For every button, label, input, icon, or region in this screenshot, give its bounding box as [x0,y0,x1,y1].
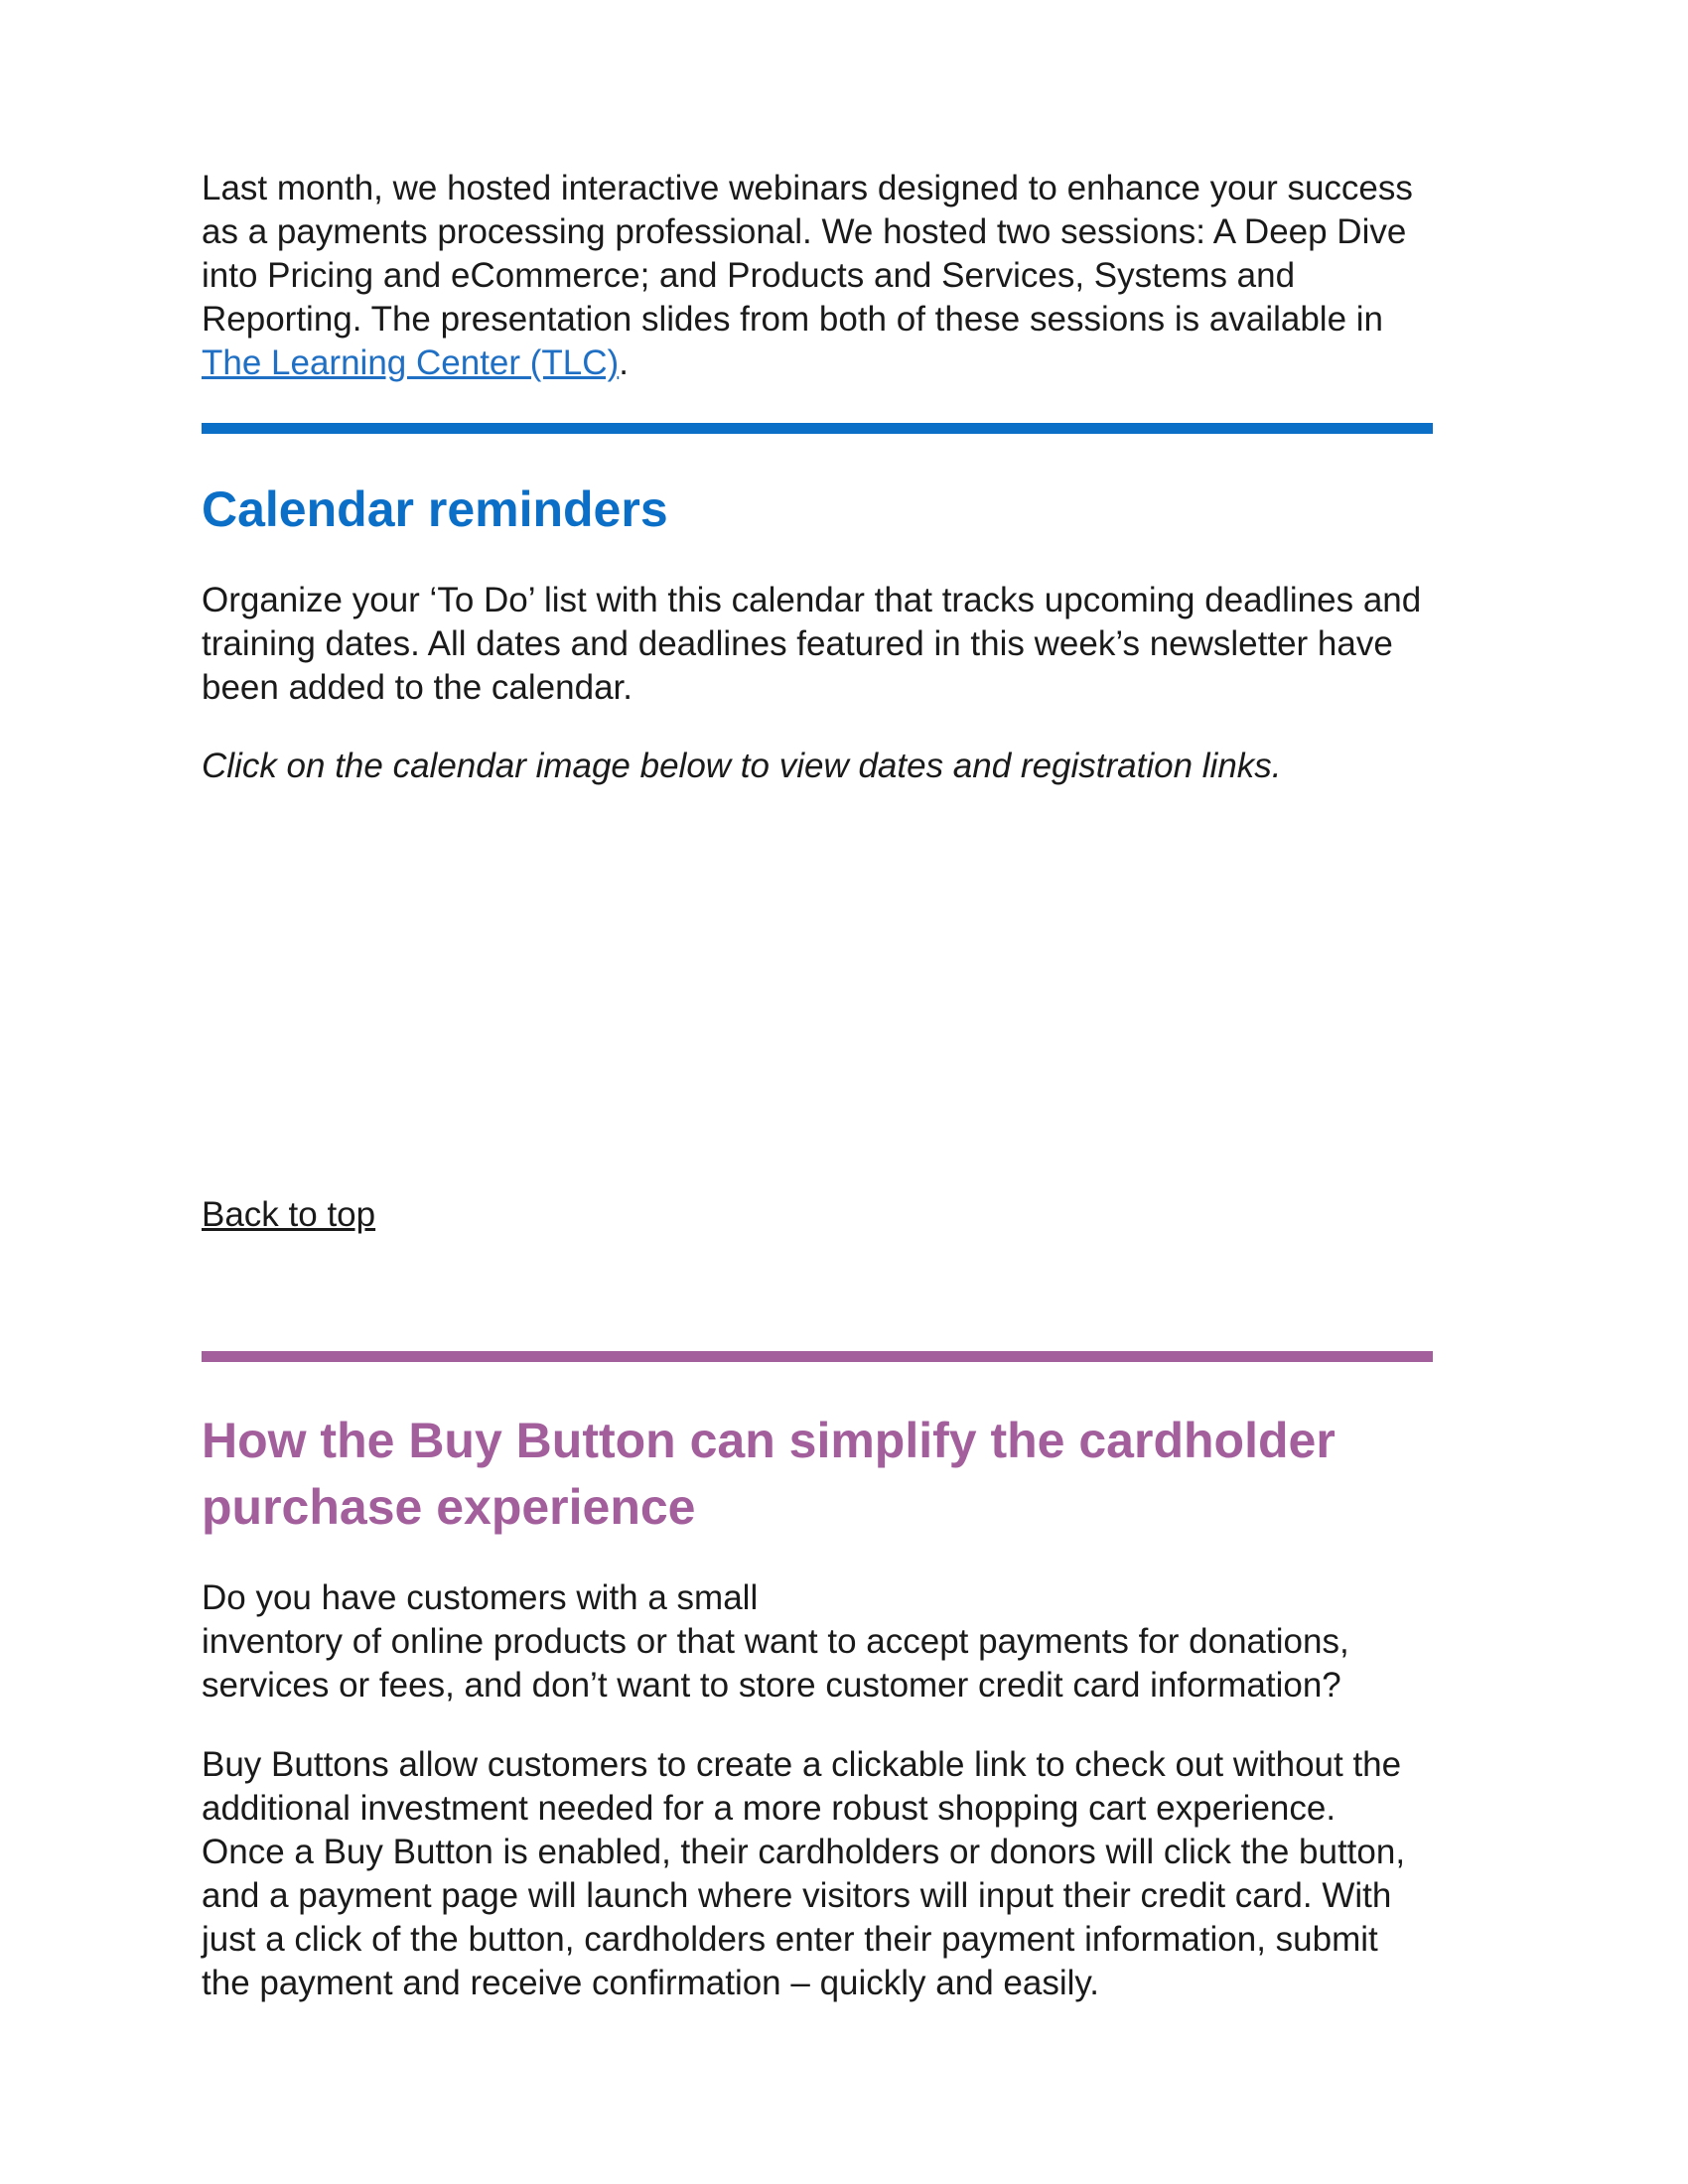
buy-button-question: Do you have customers with a small inventory of online products or that want to accept payments for donations, services or fees, and don’t want to store customer credit card information? [202,1578,1349,1705]
buy-button-description: Buy Buttons allow customers to create a clickable link to check out without the additional investment needed for a more robust shopping cart experience. Once a Buy Button is enabled, their cardholders or donors will click the button, and a payment page will launch where visitors will input their credit card. With just a click of the button, cardholders enter their payment information, submit the payment and receive confirmation – quickly and easily. [202,1745,1406,2002]
calendar-instruction: Click on the calendar image below to view dates and registration links. [202,747,1282,785]
section-divider-blue [202,423,1433,434]
back-to-top-link[interactable]: Back to top [202,1195,376,1234]
section-divider-purple [202,1351,1433,1362]
intro-paragraph [202,167,1433,385]
calendar-description: Organize your ‘To Do’ list with this calendar that tracks upcoming deadlines and training dates. All dates and deadlines featured in this week’s newsletter have been added to the calendar. [202,581,1422,707]
calendar-image-link[interactable] [202,814,1433,1181]
buy-button-heading: How the Buy Button can simplify the cardholder purchase experience [202,1413,1336,1535]
intro-text: Last month, we hosted interactive webinars designed to enhance your success as a payments processing professional. We hosted two sessions: A Deep Dive into Pricing and eCommerce; and Products and Services, Systems and Reporting. The presentation slides from both of these sessions is available in [202,169,1413,339]
learning-center-link[interactable]: The Learning Center (TLC) [202,343,620,382]
calendar-heading: Calendar reminders [202,481,668,537]
intro-trailing-period: . [619,343,629,382]
